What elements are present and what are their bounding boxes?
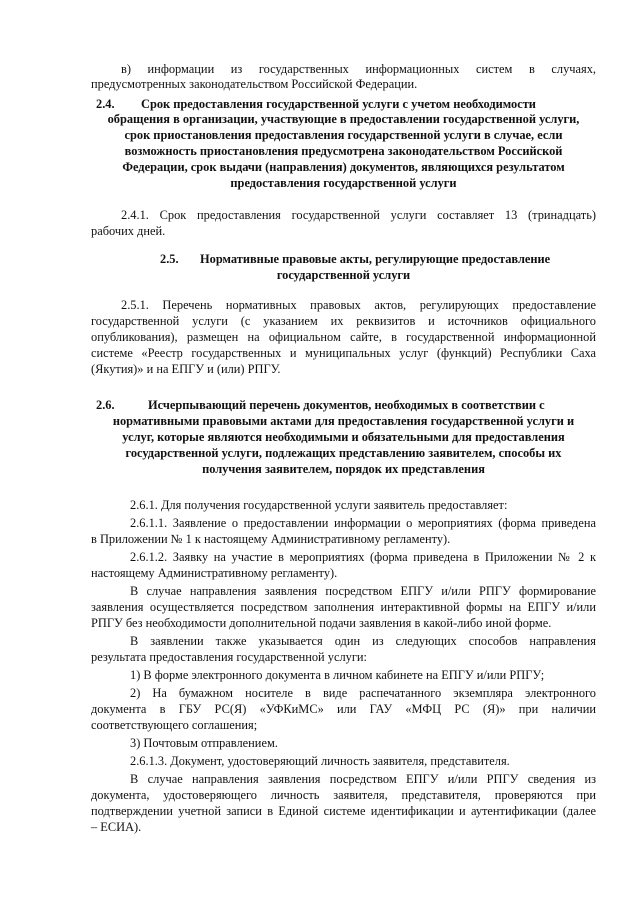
text-line: результата предоставления государственной услуги:: [91, 650, 367, 664]
heading-line: возможность приостановления предусмотрена законодательством Российской: [124, 144, 563, 158]
section-heading-2-6: [96, 398, 596, 413]
heading-line: услуг, которые являются необходимыми и обязательными для предоставления: [122, 430, 565, 444]
text-line: В случае направления заявления посредством ЕПГУ и/или РПГУ формирование: [130, 584, 596, 598]
section-number: 2.4.: [96, 97, 115, 111]
heading-line: срок приостановления предоставления государственной услуги в случае, если: [124, 128, 563, 142]
section-number: 2.6.: [96, 398, 115, 412]
heading-line: нормативными правовыми актами для предоставления государственной услуги и: [112, 414, 575, 428]
section-heading-2-4: [96, 97, 596, 112]
heading-line: Федерации, срок выдачи (направления) документов, являющихся результатом: [122, 160, 565, 174]
text-line: документа в ГБУ РС(Я) «УФКиМС» или ГАУ «МФЦ РС (Я)» при наличии: [91, 702, 596, 716]
heading-text: Срок предоставления государственной услуги с учетом необходимости: [141, 97, 536, 111]
text-line: РПГУ без необходимости дополнительной подачи заявления в какой-либо иной форме.: [91, 616, 552, 630]
heading-text: Нормативные правовые акты, регулирующие предоставление: [200, 252, 551, 266]
text-line: предусмотренных законодательством Российской Федерации.: [91, 77, 418, 91]
heading-line: обращения в организации, участвующие в предоставлении государственной услуги,: [107, 112, 580, 126]
text-line: – ЕСИА).: [91, 820, 142, 834]
list-item: 2) На бумажном носителе в виде распечатанного экземпляра электронного: [130, 686, 596, 700]
text-line: В случае направления заявления посредством ЕПГУ и/или РПГУ сведения из: [130, 772, 596, 786]
list-item: 1) В форме электронного документа в личном кабинете на ЕПГУ и/или РПГУ;: [130, 668, 545, 682]
heading-text: Исчерпывающий перечень документов, необходимых в соответствии с: [148, 398, 545, 412]
text-line: соответствующего соглашения;: [91, 718, 258, 732]
section-number: 2.5.: [160, 252, 179, 266]
heading-line: государственной услуги: [276, 268, 411, 282]
heading-line: получения заявителем, порядок их представления: [202, 462, 485, 476]
text-line: опубликования), размещен на официальном сайте, в государственной информационной: [91, 330, 596, 344]
text-line: 2.6.1.3. Документ, удостоверяющий личность заявителя, представителя.: [130, 754, 510, 768]
text-line: 2.6.1.2. Заявку на участие в мероприятиях (форма приведена в Приложении № 2 к: [130, 550, 596, 564]
text-line: заявления осуществляется посредством заполнения интерактивной формы на ЕПГУ и/или: [91, 600, 596, 614]
heading-line: предоставления государственной услуги: [230, 176, 457, 190]
text-line: подтверждении учетной записи в Единой системе идентификации и аутентификации (далее: [91, 804, 596, 818]
text-line: государственной услуги (с указанием их реквизитов и источников официального: [91, 314, 596, 328]
text-line: в) информации из государственных информационных систем в случаях,: [121, 62, 596, 76]
text-line: в Приложении № 1 к настоящему Административному регламенту).: [91, 532, 451, 546]
text-line: документа, удостоверяющего личность заявителя, представителя, проверяются при: [91, 788, 596, 802]
text-line: рабочих дней.: [91, 224, 166, 238]
text-line: 2.6.1. Для получения государственной услуги заявитель предоставляет:: [130, 498, 508, 512]
text-line: 2.6.1.1. Заявление о предоставлении информации о мероприятиях (форма приведена: [130, 516, 596, 530]
section-heading-2-5: [160, 252, 596, 267]
text-line: настоящему Административному регламенту).: [91, 566, 338, 580]
text-line: 2.5.1. Перечень нормативных правовых актов, регулирующих предоставление: [121, 298, 596, 312]
text-line: (Якутия)» и на ЕПГУ и (или) РПГУ.: [91, 362, 281, 376]
text-line: системе «Реестр государственных и муниципальных услуг (функций) Республики Саха: [91, 346, 596, 360]
text-line: В заявлении также указывается один из следующих способов направления: [130, 634, 596, 648]
list-item: 3) Почтовым отправлением.: [130, 736, 278, 750]
heading-line: государственной услуги, подлежащих представлению заявителем, способы их: [125, 446, 562, 460]
text-line: 2.4.1. Срок предоставления государственной услуги составляет 13 (тринадцать): [121, 208, 596, 222]
